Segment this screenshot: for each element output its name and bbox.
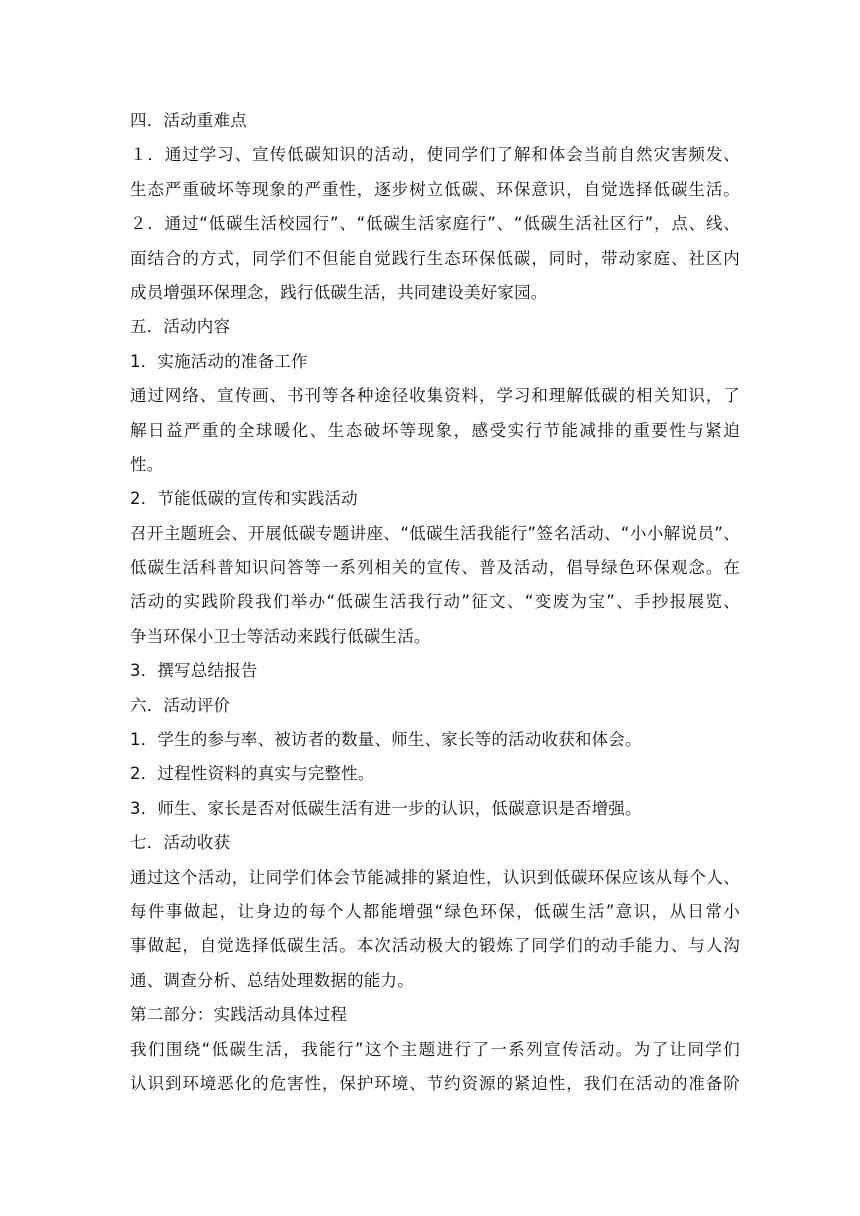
paragraph-line: １．通过学习、宣传低碳知识的活动，使同学们了解和体会当前自然灾害频发、 bbox=[130, 145, 740, 165]
paragraph-line: 生态严重破坏等现象的严重性，逐步树立低碳、环保意识，自觉选择低碳生活。 bbox=[130, 179, 740, 199]
subheading-preparation: 1．实施活动的准备工作 bbox=[130, 351, 308, 371]
subheading-summary-report: 3．撰写总结报告 bbox=[130, 661, 258, 681]
document-page bbox=[130, 104, 740, 1101]
paragraph-line: ２．通过“低碳生活校园行”、“低碳生活家庭行”、“低碳生活社区行”，点、线、 bbox=[130, 214, 740, 234]
heading-outcomes: 七．活动收获 bbox=[130, 833, 231, 853]
paragraph-line: 性。 bbox=[130, 454, 164, 474]
evaluation-item: 1．学生的参与率、被访者的数量、师生、家长等的活动收获和体会。 bbox=[130, 730, 642, 750]
paragraph-line: 争当环保小卫士等活动来践行低碳生活。 bbox=[130, 626, 431, 646]
paragraph-line: 认识到环境恶化的危害性，保护环境、节约资源的紧迫性，我们在活动的准备阶 bbox=[130, 1073, 740, 1093]
heading-activity-content: 五．活动内容 bbox=[130, 317, 231, 337]
heading-part-two: 第二部分：实践活动具体过程 bbox=[130, 1005, 348, 1025]
paragraph-line: 成员增强环保理念，践行低碳生活，共同建设美好家园。 bbox=[130, 282, 548, 302]
paragraph-line: 解日益严重的全球暖化、生态破坏等现象，感受实行节能减排的重要性与紧迫 bbox=[130, 420, 740, 440]
paragraph-line: 低碳生活科普知识问答等一系列相关的宣传、普及活动，倡导绿色环保观念。在 bbox=[130, 558, 740, 578]
paragraph-line: 每件事做起，让身边的每个人都能增强“绿色环保，低碳生活”意识，从日常小 bbox=[130, 901, 740, 921]
evaluation-item: 3．师生、家长是否对低碳生活有进一步的认识，低碳意识是否增强。 bbox=[130, 798, 642, 818]
paragraph-line: 召开主题班会、开展低碳专题讲座、“低碳生活我能行”签名活动、“小小解说员”、 bbox=[130, 523, 740, 543]
paragraph-line: 活动的实践阶段我们举办“低碳生活我行动”征文、“变废为宝”、手抄报展览、 bbox=[130, 592, 740, 612]
paragraph-line: 面结合的方式，同学们不但能自觉践行生态环保低碳，同时，带动家庭、社区内 bbox=[130, 248, 740, 268]
paragraph-line: 通过这个活动，让同学们体会节能减排的紧迫性，认识到低碳环保应该从每个人、 bbox=[130, 867, 740, 887]
subheading-publicity-practice: 2．节能低碳的宣传和实践活动 bbox=[130, 489, 358, 509]
evaluation-item: 2．过程性资料的真实与完整性。 bbox=[130, 764, 375, 784]
paragraph-line: 通过网络、宣传画、书刊等各种途径收集资料，学习和理解低碳的相关知识，了 bbox=[130, 386, 740, 406]
heading-evaluation: 六．活动评价 bbox=[130, 695, 231, 715]
paragraph-line: 事做起，自觉选择低碳生活。本次活动极大的锻炼了同学们的动手能力、与人沟 bbox=[130, 936, 740, 956]
paragraph-line: 通、调查分析、总结处理数据的能力。 bbox=[130, 970, 414, 990]
paragraph-line: 我们围绕“低碳生活，我能行”这个主题进行了一系列宣传活动。为了让同学们 bbox=[130, 1039, 740, 1059]
heading-key-points: 四．活动重难点 bbox=[130, 111, 247, 130]
